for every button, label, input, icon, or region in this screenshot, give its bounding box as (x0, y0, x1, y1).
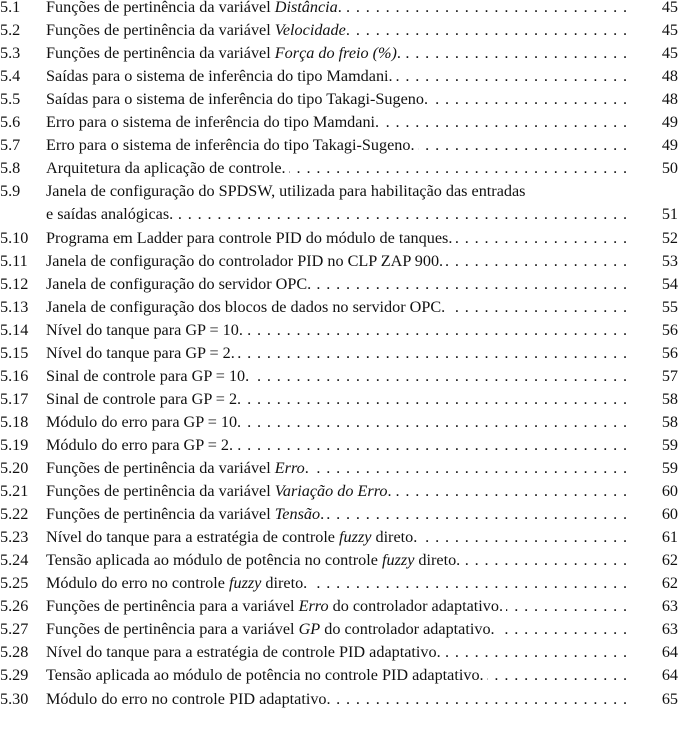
page-number: 50 (661, 159, 678, 178)
page-number: 48 (661, 90, 678, 109)
figure-caption (46, 44, 628, 62)
caption-text: Tensão aplicada ao módulo de potência no controle PID adaptativo. (46, 666, 484, 685)
figure-caption (46, 390, 628, 408)
caption-text-end: do controlador adaptativo. (328, 597, 503, 616)
caption-text: Funções de pertinência da variável (46, 21, 275, 40)
figure-number: 5.7 (0, 136, 21, 155)
caption-text-end: . (304, 459, 309, 477)
caption-text: Saídas para o sistema de inferência do tipo Takagi-Sugeno. (46, 90, 429, 109)
caption-emphasis: Força do freio (%) (274, 44, 397, 63)
page-number: 45 (661, 0, 678, 16)
figure-caption (46, 90, 628, 108)
caption-text-end: direto. (371, 528, 418, 547)
figure-number: 5.17 (0, 389, 29, 408)
figure-number: 5.9 (0, 182, 21, 201)
caption-text-end: . (396, 44, 401, 63)
figure-caption (46, 113, 628, 131)
figure-caption (46, 436, 628, 454)
figure-number: 5.8 (0, 159, 21, 178)
caption-emphasis: Tensão (274, 505, 321, 524)
caption-text: Sinal de controle para GP = 10. (46, 366, 250, 385)
caption-text-end: . (337, 0, 342, 16)
figure-number: 5.4 (0, 67, 21, 86)
figure-number: 5.15 (0, 343, 29, 362)
caption-text: Funções de pertinência para a variável (46, 620, 299, 639)
figure-caption (46, 505, 628, 523)
caption-text: Nível do tanque para GP = 10. (46, 320, 243, 339)
caption-emphasis: Erro (274, 459, 305, 477)
figure-caption (46, 344, 628, 362)
caption-text: Erro para o sistema de inferência do tipo Mamdani. (46, 113, 380, 132)
figure-caption (46, 275, 628, 293)
page-number: 45 (661, 21, 678, 40)
figure-caption (46, 136, 628, 154)
caption-text: Janela de configuração dos blocos de dados no servidor OPC. (46, 297, 446, 316)
figure-caption (46, 459, 628, 477)
caption-emphasis: fuzzy (382, 551, 415, 570)
caption-text: Funções de pertinência da variável (46, 459, 275, 477)
figure-number: 5.27 (0, 620, 29, 639)
figure-number: 5.5 (0, 90, 21, 109)
figure-caption (46, 159, 628, 177)
caption-emphasis: Distância (274, 0, 338, 16)
figure-number: 5.25 (0, 574, 29, 593)
caption-text-end: . (320, 505, 325, 524)
figure-number: 5.20 (0, 459, 29, 477)
caption-emphasis: Erro (298, 597, 329, 616)
figure-number: 5.28 (0, 643, 29, 662)
figure-caption (46, 0, 628, 16)
figure-caption (46, 298, 628, 316)
caption-text-end: . (387, 482, 392, 501)
caption-text: Funções de pertinência da variável (46, 505, 275, 524)
page-number: 55 (661, 297, 678, 316)
caption-text: Módulo do erro para GP = 10. (46, 412, 242, 431)
page-number: 65 (661, 689, 678, 708)
caption-text: Módulo do erro no controle PID adaptativo. (46, 689, 331, 708)
page-number: 59 (661, 435, 678, 454)
page-number: 49 (661, 136, 678, 155)
figure-caption (46, 205, 628, 223)
caption-text: e saídas analógicas. (46, 205, 174, 224)
figure-caption (46, 551, 628, 569)
caption-text-end: do controlador adaptativo. (320, 620, 495, 639)
figure-number: 5.6 (0, 113, 21, 132)
page-number: 64 (661, 643, 678, 662)
caption-text: Nível do tanque para a estratégia de controle PID adaptativo. (46, 643, 441, 662)
page-number: 64 (661, 666, 678, 685)
page-number: 52 (661, 228, 678, 247)
caption-text: Sinal de controle para GP = 2. (46, 389, 242, 408)
caption-text: Janela de configuração do controlador PID no CLP ZAP 900. (46, 251, 444, 270)
figure-number: 5.10 (0, 228, 29, 247)
figure-number: 5.3 (0, 44, 21, 63)
page-number: 59 (661, 459, 678, 477)
page-number: 58 (661, 389, 678, 408)
page-number: 54 (661, 274, 678, 293)
caption-text: Erro para o sistema de inferência do tipo Takagi-Sugeno. (46, 136, 415, 155)
caption-emphasis: fuzzy (339, 528, 372, 547)
figure-caption (46, 367, 628, 385)
figure-caption (46, 321, 628, 339)
page-number: 63 (661, 620, 678, 639)
caption-text: Funções de pertinência da variável (46, 44, 275, 63)
figure-caption (46, 21, 628, 39)
figure-number: 5.23 (0, 528, 29, 547)
figure-number: 5.19 (0, 435, 29, 454)
figure-number: 5.22 (0, 505, 29, 524)
figure-number: 5.29 (0, 666, 29, 685)
caption-text: Nível do tanque para GP = 2. (46, 343, 235, 362)
caption-text: Janela de configuração do servidor OPC. (46, 274, 312, 293)
figure-caption (46, 252, 628, 270)
figure-number: 5.2 (0, 21, 21, 40)
caption-text-end: direto. (414, 551, 461, 570)
caption-text: Módulo do erro no controle (46, 574, 229, 593)
caption-emphasis: fuzzy (228, 574, 262, 593)
caption-text: Saídas para o sistema de inferência do tipo Mamdani. (46, 67, 393, 86)
page-number: 48 (661, 67, 678, 86)
caption-text-end: . (345, 21, 350, 40)
page-number: 62 (661, 551, 678, 570)
figure-number: 5.24 (0, 551, 29, 570)
caption-text: Tensão aplicada ao módulo de potência no controle (46, 551, 382, 570)
figure-caption (46, 690, 628, 708)
figure-caption (46, 229, 628, 247)
page-number: 60 (661, 505, 678, 524)
figure-number: 5.11 (0, 251, 28, 270)
figure-caption (46, 643, 628, 661)
figure-caption-line1: Janela de configuração do SPDSW, utilizada para habilitação das entradas (46, 182, 526, 201)
figure-number: 5.1 (0, 0, 21, 16)
page-number: 62 (661, 574, 678, 593)
figure-number: 5.16 (0, 366, 29, 385)
page-number: 61 (661, 528, 678, 547)
figure-number: 5.12 (0, 274, 29, 293)
caption-text: Programa em Ladder para controle PID do módulo de tanques. (46, 228, 453, 247)
caption-text: Funções de pertinência para a variável (46, 597, 299, 616)
caption-text: Módulo do erro para GP = 2. (46, 435, 234, 454)
page-number: 57 (661, 366, 678, 385)
figure-number: 5.14 (0, 320, 29, 339)
caption-text: Funções de pertinência da variável (46, 0, 275, 16)
caption-text: Funções de pertinência da variável (46, 482, 275, 501)
page-number: 45 (661, 44, 678, 63)
figure-number: 5.18 (0, 412, 29, 431)
caption-emphasis: Velocidade (274, 21, 346, 40)
figure-number: 5.21 (0, 482, 29, 501)
figure-caption (46, 413, 628, 431)
page-number: 53 (661, 251, 678, 270)
figure-caption (46, 666, 628, 684)
page-number: 56 (661, 320, 678, 339)
figure-caption (46, 482, 628, 500)
caption-emphasis: Variação do Erro (274, 482, 388, 501)
figure-number: 5.30 (0, 689, 29, 708)
caption-emphasis: GP (298, 620, 321, 639)
page-number: 58 (661, 412, 678, 431)
page-number: 60 (661, 482, 678, 501)
caption-text: Nível do tanque para a estratégia de controle (46, 528, 340, 547)
page-number: 49 (661, 113, 678, 132)
caption-text: Arquitetura da aplicação de controle. (46, 159, 286, 178)
page-number: 63 (661, 597, 678, 616)
page-number: 51 (661, 205, 678, 224)
page-number: 56 (661, 343, 678, 362)
figure-number: 5.13 (0, 297, 29, 316)
figure-number: 5.26 (0, 597, 29, 616)
caption-text-end: direto. (261, 574, 308, 593)
figure-caption (46, 597, 628, 615)
figure-caption (46, 528, 628, 546)
figure-caption (46, 620, 628, 638)
figure-caption (46, 574, 628, 592)
figure-caption (46, 67, 628, 85)
